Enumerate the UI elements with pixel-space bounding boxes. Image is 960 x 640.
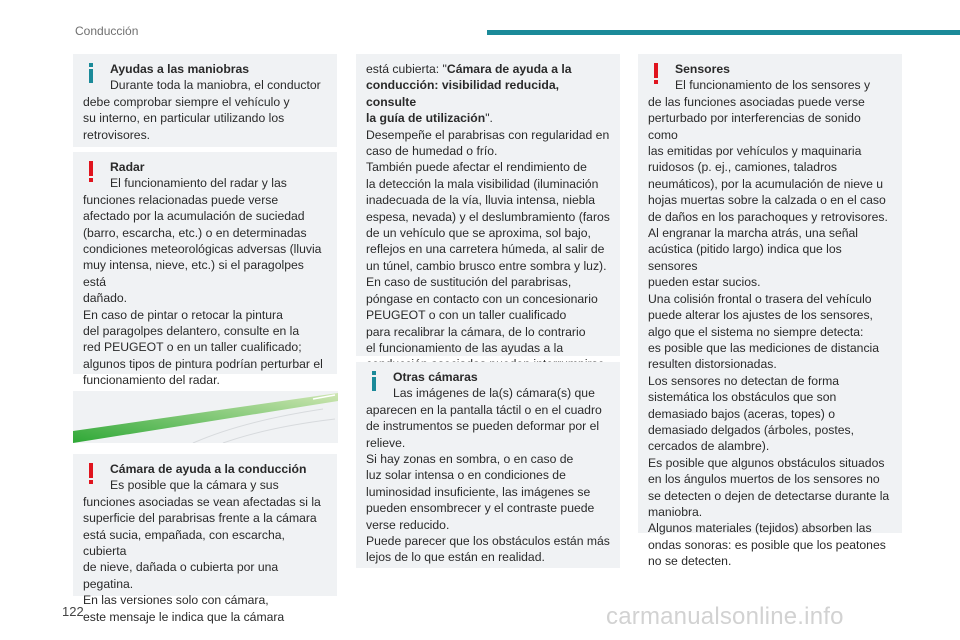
note-text: Es posible que la cámara y sus funciones asociadas se vean afectadas si la superficie del parabrisas frente a la cámara está sucia, empañada, con escarcha, cubierta de nieve, dañada o cubierta por una pegatina. En las versiones solo con cámara, este mensaje le indica que la cámara	[83, 478, 321, 624]
warning-icon	[86, 161, 97, 183]
section-title: Conducción	[75, 24, 139, 38]
note-otras-camaras	[356, 362, 620, 568]
warning-icon	[651, 63, 662, 85]
note-text: El funcionamiento del radar y las funciones relacionadas puede verse afectado por la acumulación de suciedad (barro, escarcha, etc.) o en determinadas condiciones meteorológicas adversas (lluvia muy intensa, nieve, etc.) si el paragolpes está dañado. En caso de pintar o retocar la pintura del paragolpes delantero, consulte en la red PEUGEOT o en un taller cualificado; algunos tipos de pintura podrían perturbar el funcionamiento del radar.	[83, 176, 323, 388]
note-text: Durante toda la maniobra, el conductor debe comprobar siempre el vehículo y su interno, en particular utilizando los retrovisores.	[83, 78, 321, 142]
note-title: Cámara de ayuda a la conducción	[110, 462, 307, 476]
note-title: Sensores	[675, 62, 730, 76]
note-title: Otras cámaras	[393, 370, 478, 384]
note-camara-continued	[356, 54, 620, 356]
warning-icon	[86, 463, 97, 485]
info-icon	[369, 371, 380, 391]
note-maniobras	[73, 54, 337, 147]
note-text: Desempeñe el parabrisas con regularidad en caso de humedad o frío. También puede afectar el rendimiento de la detección la mala visibilidad (iluminación inadecuada de la vía, lluvia intensa, niebla espesa, nevada) y el deslumbramiento (faros de un vehículo que se aproxima, sol bajo, reflejos en una carretera húmeda, al salir de un túnel, cambio brusco entre sombra y luz). En caso de sustitución del parabrisas, póngase en contacto con un concesionario PEUGEOT o con un taller cualificado para recalibrar la cámara, de lo contrario el funcionamiento de las ayudas a la	[366, 127, 610, 355]
header-accent-bar	[487, 30, 960, 35]
note-title: Radar	[110, 160, 145, 174]
info-icon	[86, 63, 97, 83]
note-text: Las imágenes de la(s) cámara(s) que aparecen en la pantalla táctil o en el cuadro de instrumentos se pueden deformar por el relieve. Si hay zonas en sombra, o en caso de luz solar intensa o en condiciones de luminosidad insuficiente, las imágenes se pueden ensombrecer y el contraste puede verse reducido. Puede parecer que los obstáculos están más lejos de lo que están en realidad.	[366, 386, 610, 565]
page-number: 122	[62, 604, 84, 619]
watermark: carmanualsonline.info	[606, 603, 844, 630]
note-radar	[73, 152, 337, 388]
note-title: Ayudas a las maniobras	[110, 62, 250, 76]
note-text: El funcionamiento de los sensores y de las funciones asociadas puede verse perturbado por interferencias de sonido como las emitidas por vehículos y maquinaria ruidosos (p. ej., camiones, taladros neumáticos), por la acumulación de nieve u hojas muertas sobre la calzada o en el caso de daños en los parachoques y retrovisores. Al engranar la marcha atrás, una señal acústica (pitido largo) indica que los sensores pueden estar sucios. Una colisión frontal o trasera del vehículo puede alterar los ajustes de los sensores, algo que el sistema no siempre detecta: es posible que las mediciones de distancia resulten distorsionadas. Los sensores no detectan de forma sistemática los obstáculos que son demasiado bajos (aceras, topes) o demasiado delgados (árboles, postes, cercados de alambre). Es posible que algunos obstáculos situados en los ángulos muertos de los sensores no se detecten o dejen de detectarse durante la maniobra. Algunos materiales (tejidos) absorben las ondas sonoras: es posible que los peatones no se detecten.	[648, 78, 890, 569]
warning-message: Cámara de ayuda a la conducción: visibilidad reducida, consulte la guía de utilización	[366, 62, 572, 126]
note-text-intro: está cubierta: "Cámara de ayuda a la conducción: visibilidad reducida, consulte la guía de utilización".	[366, 62, 572, 126]
decorative-green-graphic	[73, 391, 338, 443]
note-sensores	[638, 54, 902, 569]
